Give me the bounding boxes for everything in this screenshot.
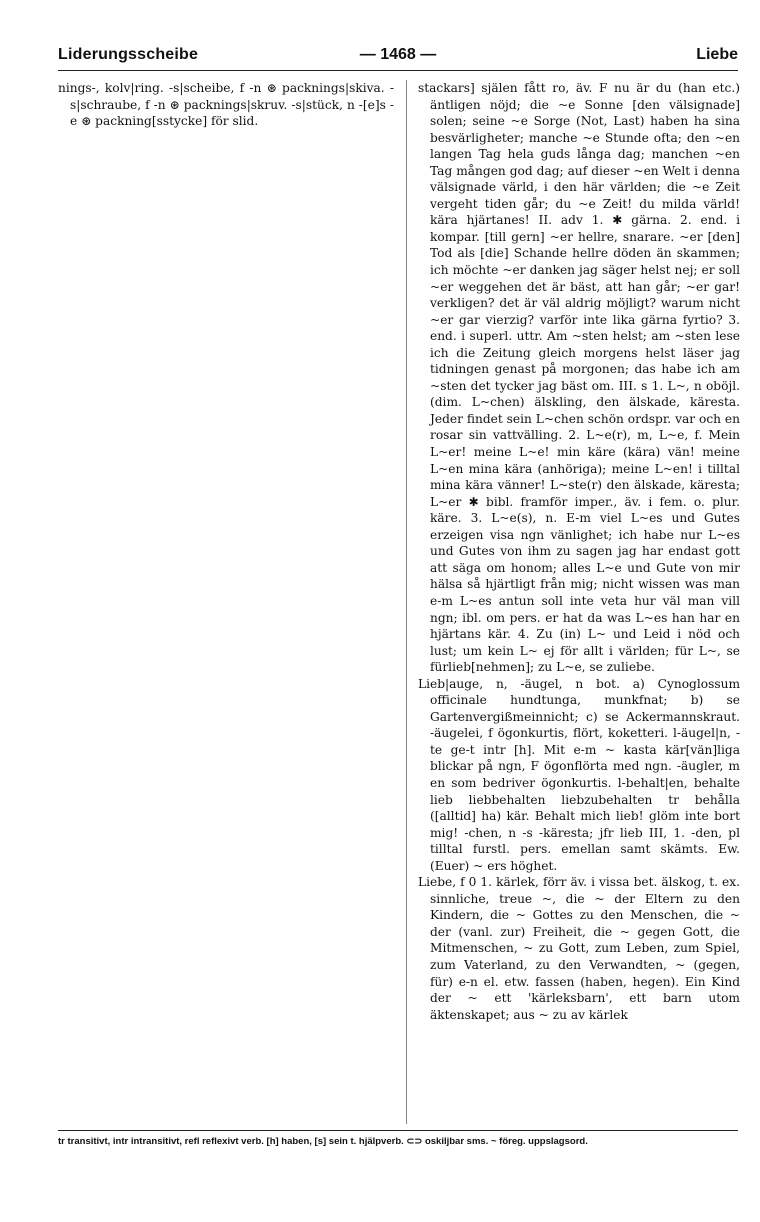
dictionary-entry: stackars] själen fått ro, äv. F nu är du (han etc.) äntligen nöjd; die ~e Sonne [den välsignade] solen; seine ~e Sorge (Not, Last) haben ha sina besvärligheter; manche ~e Stunde ofta; den ~en langen Tag hela guds långa dag; manchen ~en Tag mången god dag; auf dieser ~en Welt i denna välsignade värld, i den här världen; die ~e Zeit vergeht tiden går; du ~e Zeit! du milda värld! kära hjärtanes! II. adv 1. ✱ gärna. 2. end. i kompar. [till gern] ~er hellre, snarare. ~er [den] Tod als [die] Schande hellre döden än skammen; ich möchte ~er danken jag säger helst nej; er soll ~er weggehen det är bäst, att han går; ~er gar! verkligen? det är väl aldrig möjligt? warum nicht ~er gar vierzig? varför inte lika gärna fyrtio? 3. end. i superl. uttr. Am ~sten helst; am ~sten lese ich die Zeitung gleich morgens helst läser jag tidningen genast på morgonen; das habe ich am ~sten det tycker jag bäst om. III. s 1. L~, n oböjl. (dim. L~chen) älskling, den älskade, käresta. Jeder findet sein L~chen schön ordspr. var och en rosar sin vattvälling. 2. L~e(r), m, L~e, f. Mein L~er! meine L~e! min käre (kära) vän! meine L~en mina kära (anhöriga); meine L~en! i tilltal mina kära vänner! L~ste(r) den älskade, käresta; L~er ✱ bibl. framför imper., äv. i fem. o. plur. käre. 3. L~e(s), n. E-m viel L~es und Gutes erzeigen visa ngn vänlighet; ich habe nur L~es und Gutes von ihm zu sagen jag har endast gott att säga om honom; alles L~e und Gute von mir hälsa så hjärtligt från mig; nicht wissen was man e-m L~es antun soll inte veta hur väl man vill ngn; ibl. om pers. er hat da was L~es han har en hjärtans kär. 4. Zu (in) L~ und Leid i nöd och lust; um kein L~ ej för allt i världen; für L~, se fürlieb[nehmen]; zu L~e, se zuliebe. [418, 81, 740, 675]
right-column [418, 80, 740, 1023]
page-number: — 1468 — [359, 46, 437, 63]
dictionary-entry: Lieb|auge, n, -äugel, n bot. a) Cynoglossum officinale hundtunga, munkfnat; b) se Gartenvergißmeinnicht; c) se Ackermannskraut. -äugelei, f ögonkurtis, flört, koketteri. l-äugel|n, -te ge-t intr [h]. Mit e-m ~ kasta kär[vän]liga blickar på ngn, F ögonflörta med ngn. -äugler, m en som bedriver ögonkurtis. l-behalt|en, behalte lieb liebbehalten liebzubehalten tr behålla ([alltid] ha) kär. Behalt mich lieb! glöm inte bort mig! -chen, n -s -käresta; jfr lieb III, 1. -den, pl tilltal furstl. pers. emellan samt skämts. Ew. (Euer) ~ ers höghet. [418, 676, 740, 873]
dictionary-entry: Liebe, f 0 1. kärlek, förr äv. i vissa bet. älskog, t. ex. sinnliche, treue ~, die ~ der Eltern zu den Kindern, die ~ Gottes zu den Menschen, die ~ der (vanl. zur) Freiheit, die ~ gegen Gott, die Mitmenschen, ~ zu Gott, zum Leben, zum Spiel, zum Vaterland, zu den Verwandten, ~ (gegen, für) e-n el. etw. fassen (haben, hegen). Ein Kind der ~ ett 'kärleksbarn', ett barn utom äktenskapet; aus ~ zu av kärlek [418, 875, 740, 1022]
column-divider [406, 80, 407, 1124]
abbreviation-legend: tr transitivt, intr intransitivt, refl reflexivt verb. [h] haben, [s] sein t. hjälpverb. ⊂⊃ oskiljbar sms. ~ föreg. uppslagsord. [58, 1130, 738, 1158]
left-column [58, 80, 394, 130]
dictionary-entry: nings-, kolv|ring. -s|scheibe, f -n ⊛ packnings|skiva. -s|schraube, f -n ⊛ packnings|skruv. -s|stück, n -[e]s -e ⊛ packning[sstycke] för slid. [58, 81, 394, 129]
header-first-entry: Liderungsscheibe [58, 46, 199, 63]
running-header [58, 44, 738, 71]
header-last-entry: Liebe [696, 46, 738, 63]
